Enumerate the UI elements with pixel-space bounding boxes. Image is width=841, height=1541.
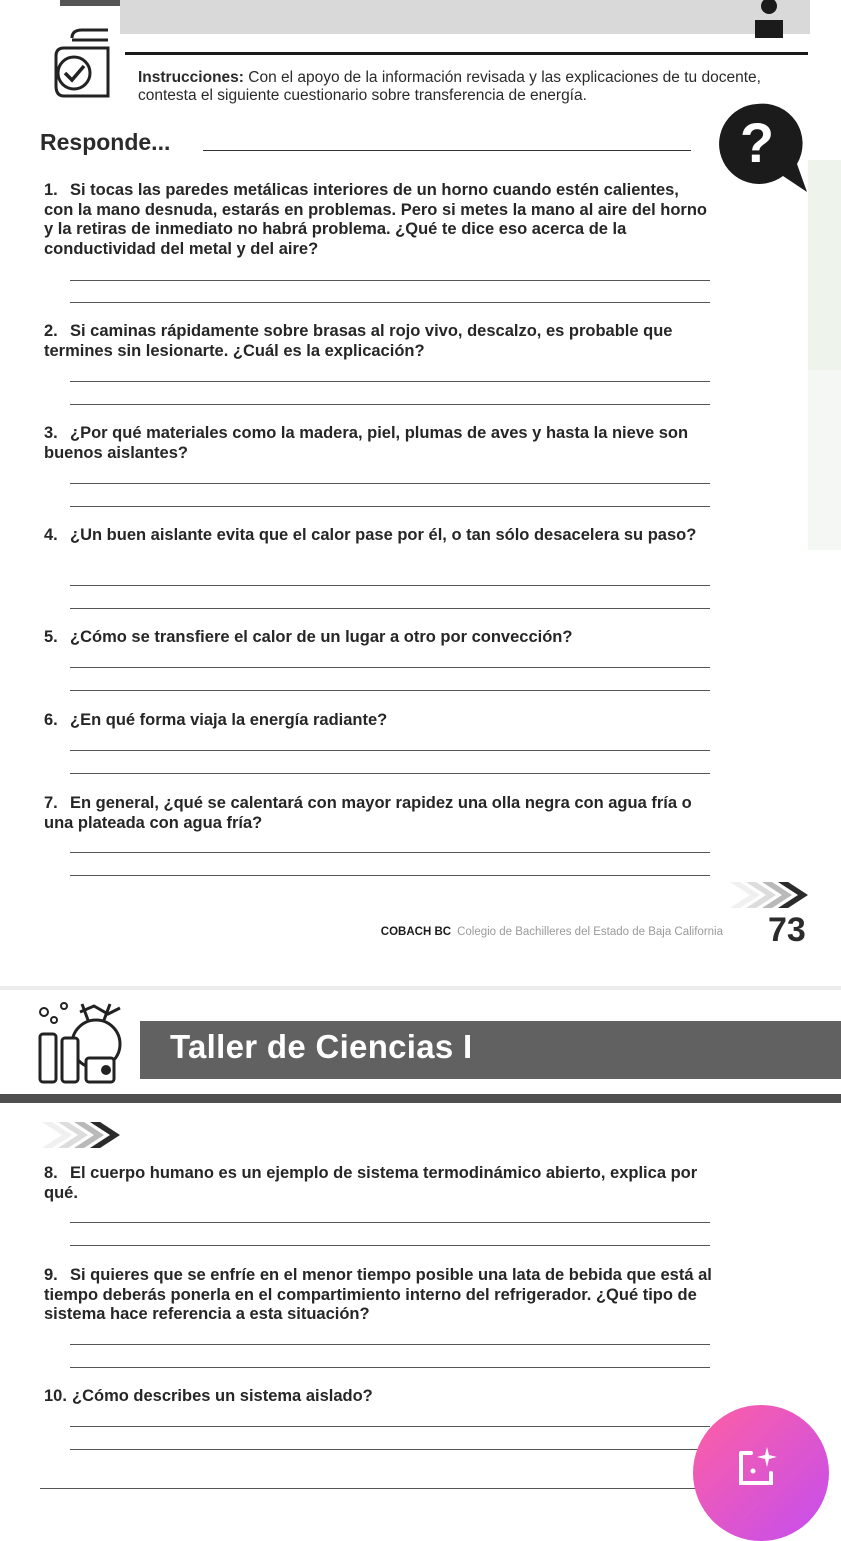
footer-institution: Colegio de Bachilleres del Estado de Baja California (457, 926, 723, 938)
answer-line[interactable] (70, 483, 710, 484)
answer-line[interactable] (70, 302, 710, 303)
question-text: ¿Un buen aislante evita que el calor pase por él, o tan sólo desacelera su paso? (70, 526, 697, 544)
answer-line[interactable] (70, 1245, 710, 1246)
footer (381, 926, 723, 938)
title-strip (120, 0, 810, 34)
question-number: 5. (44, 628, 58, 646)
page-number: 73 (768, 911, 806, 949)
svg-text:?: ? (739, 111, 775, 174)
person-icon (752, 0, 786, 40)
question-text: El cuerpo humano es un ejemplo de sistema termodinámico abierto, explica por qué. (44, 1164, 698, 1202)
question-text: ¿Por qué materiales como la madera, piel, plumas de aves y hasta la nieve son buenos aislantes? (44, 424, 689, 462)
question-5 (44, 628, 712, 648)
question-number: 7. (44, 794, 58, 812)
answer-line[interactable] (70, 690, 710, 691)
section-rule (0, 1094, 841, 1103)
header-rule (125, 52, 808, 55)
lab-flask-icon (34, 1000, 130, 1090)
question-7 (44, 794, 712, 833)
question-text: ¿En qué forma viaja la energía radiante? (70, 711, 388, 729)
answer-line[interactable] (70, 381, 710, 382)
answer-line[interactable] (70, 1222, 710, 1223)
question-number: 4. (44, 526, 58, 544)
question-text: Si tocas las paredes metálicas interiores de un horno cuando estén calientes, con la mano desnuda, estarás en problemas. Pero si metes la mano al aire del horno y la retiras de inmediato no habrá problema. ¿Qué te dice eso acerca de la conductividad del metal y del aire? (44, 181, 707, 258)
question-text: Si caminas rápidamente sobre brasas al rojo vivo, descalzo, es probable que termines sin lesionarte. ¿Cuál es la explicación? (44, 322, 673, 360)
answer-line[interactable] (70, 1344, 710, 1345)
answer-line[interactable] (70, 1449, 710, 1450)
question-number: 2. (44, 322, 58, 340)
answer-line[interactable] (70, 404, 710, 405)
question-text: ¿Cómo describes un sistema aislado? (72, 1387, 373, 1405)
question-1 (44, 181, 712, 259)
question-number: 1. (44, 181, 58, 199)
answer-line[interactable] (70, 280, 710, 281)
answer-line[interactable] (70, 608, 710, 609)
answer-line[interactable] (70, 506, 710, 507)
question-number: 8. (44, 1164, 58, 1182)
question-text: En general, ¿qué se calentará con mayor rapidez una olla negra con agua fría o una plateada con agua fría? (44, 794, 692, 832)
page-separator (0, 986, 841, 990)
question-2 (44, 322, 712, 361)
answer-line[interactable] (70, 773, 710, 774)
question-8 (44, 1164, 712, 1203)
question-bubble-icon (713, 98, 809, 198)
question-10 (44, 1387, 712, 1407)
question-6 (44, 711, 712, 731)
answer-line[interactable] (40, 1488, 700, 1489)
section-title: Taller de Ciencias I (170, 1028, 473, 1065)
answer-line[interactable] (70, 585, 710, 586)
ai-assistant-button[interactable] (693, 1405, 829, 1541)
question-number: 9. (44, 1266, 58, 1284)
instructions-text: Con el apoyo de la información revisada y las explicaciones de tu docente, contesta el siguiente cuestionario sobre transferencia de energía. (138, 69, 761, 104)
question-number: 6. (44, 711, 58, 729)
responde-line (203, 150, 691, 151)
ai-sparkle-icon (731, 1445, 781, 1489)
instructions-label: Instrucciones: (138, 69, 244, 86)
answer-line[interactable] (70, 750, 710, 751)
footer-brand: COBACH BC (380, 926, 452, 938)
answer-line[interactable] (70, 667, 710, 668)
chevrons-decoration (726, 880, 810, 910)
book-check-icon (52, 26, 118, 100)
top-strip-dark (60, 0, 120, 6)
question-text: Si quieres que se enfríe en el menor tiempo posible una lata de bebida que está al tiempo deberás ponerla en el compartimiento interno del refrigerador. ¿Qué tipo de sistema hace referencia a esta situación? (44, 1266, 712, 1323)
answer-line[interactable] (70, 1367, 710, 1368)
question-text: ¿Cómo se transfiere el calor de un lugar a otro por convección? (70, 628, 573, 646)
answer-line[interactable] (70, 1426, 710, 1427)
chevrons-decoration-2 (38, 1120, 122, 1150)
question-9 (44, 1266, 712, 1325)
question-number: 3. (44, 424, 58, 442)
question-number: 10. (44, 1387, 67, 1405)
answer-line[interactable] (70, 852, 710, 853)
side-decoration-lower (808, 370, 841, 550)
answer-line[interactable] (70, 875, 710, 876)
question-3 (44, 424, 712, 463)
responde-heading: Responde... (40, 129, 171, 155)
question-4 (44, 526, 712, 546)
instructions (138, 69, 803, 105)
